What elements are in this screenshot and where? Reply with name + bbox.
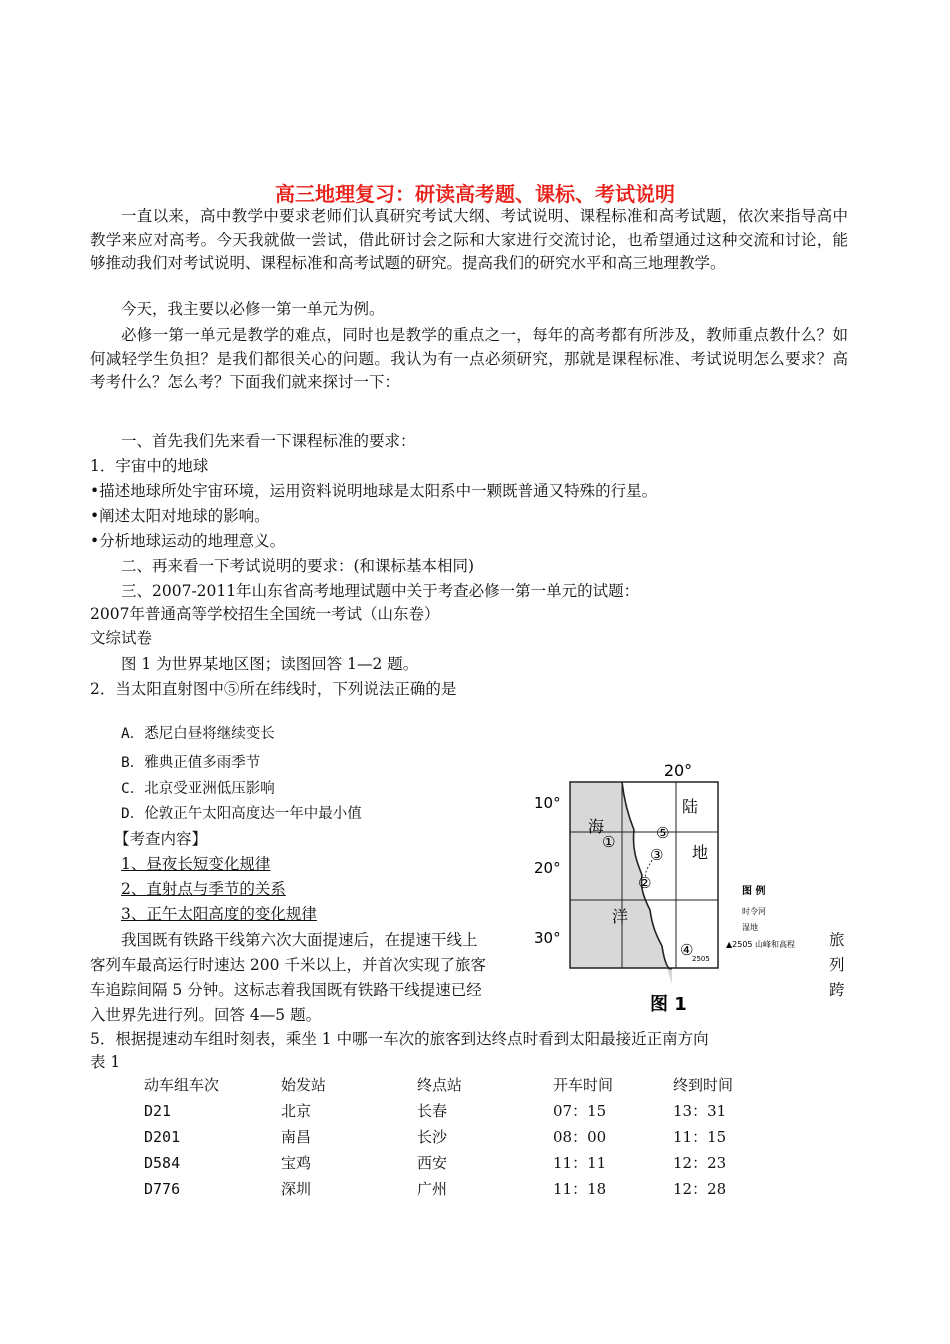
legend-item: 时令河 xyxy=(742,907,766,916)
marker-5: ⑤ xyxy=(656,824,670,842)
latitude-label: 10° xyxy=(534,794,561,812)
table-cell: 长春 xyxy=(417,1102,448,1120)
section-3-heading: 三、2007-2011年山东省高考地理试题中关于考查必修一第一单元的试题： xyxy=(121,582,640,600)
table-cell: 11：15 xyxy=(673,1128,727,1146)
table-header-cell: 动车组车次 xyxy=(144,1076,220,1094)
table-cell: 北京 xyxy=(281,1102,312,1120)
sea-area xyxy=(570,782,672,984)
table-cell: 07：15 xyxy=(553,1102,607,1120)
table-cell: D584 xyxy=(144,1154,181,1172)
table-header-cell: 开车时间 xyxy=(553,1076,614,1094)
longitude-label: 20° xyxy=(663,761,693,780)
exam-content-item: 2、直射点与季节的关系 xyxy=(121,880,286,898)
marker-4: ④ xyxy=(680,941,694,959)
table-cell: 12：23 xyxy=(673,1154,727,1172)
table-cell: 12：28 xyxy=(673,1180,727,1198)
marker-2: ② xyxy=(638,874,652,892)
latitude-label: 30° xyxy=(534,929,561,947)
question-2: 2．当太阳直射图中⑤所在纬线时，下列说法正确的是 xyxy=(90,680,457,698)
rail-paragraph-wrap: 旅 xyxy=(829,931,845,949)
option-b: B．雅典正值多雨季节 xyxy=(121,755,261,771)
peak-elevation: 2505 xyxy=(692,955,710,963)
table-cell: 广州 xyxy=(417,1180,448,1198)
page-title: 高三地理复习：研读高考题、课标、考试说明 xyxy=(275,182,675,206)
legend-item: 湿地 xyxy=(742,923,758,932)
table-cell: D21 xyxy=(144,1102,172,1120)
question-5: 5．根据提速动车组时刻表，乘坐 1 中哪一车次的旅客到达终点时看到太阳最接近正南方向 xyxy=(90,1030,709,1048)
table-cell: 13：31 xyxy=(673,1102,727,1120)
figure-caption: 图 1 xyxy=(650,994,687,1015)
exam-content-item: 1、昼夜长短变化规律 xyxy=(121,855,271,873)
table-header-cell: 终点站 xyxy=(417,1076,463,1094)
table-cell: 08：00 xyxy=(553,1128,607,1146)
marker-3: ③ xyxy=(650,846,664,864)
table-cell: 11：18 xyxy=(553,1180,607,1198)
sea-label: 海 xyxy=(588,817,605,836)
rail-paragraph-wrap: 列 xyxy=(829,956,845,974)
exam-name: 2007年普通高等学校招生全国统一考试（山东卷） xyxy=(90,605,440,623)
bullet-item: •分析地球运动的地理意义。 xyxy=(90,532,286,550)
rail-paragraph-line: 入世界先进行列。回答 4—5 题。 xyxy=(90,1006,322,1024)
exam-paper: 文综试卷 xyxy=(90,629,153,647)
rail-paragraph-line: 我国既有铁路干线第六次大面提速后，在提速干线上 xyxy=(121,931,478,949)
legend-item: ▲2505 山峰和高程 xyxy=(726,940,796,949)
unit-1-heading: 1．宇宙中的地球 xyxy=(90,457,209,475)
option-a: A．悉尼白昼将继续变长 xyxy=(121,726,275,742)
bullet-item: •阐述太阳对地球的影响。 xyxy=(90,507,270,525)
option-c: C．北京受亚洲低压影响 xyxy=(121,781,275,797)
land-label: 陆 xyxy=(682,797,699,816)
bullet-item: •描述地球所处宇宙环境，运用资料说明地球是太阳系中一颗既普通又特殊的行星。 xyxy=(90,482,658,500)
table-header-cell: 终到时间 xyxy=(673,1076,734,1094)
table-cell: 西安 xyxy=(417,1154,448,1172)
rail-paragraph-line: 客列车最高运行时速达 200 千米以上，并首次实现了旅客 xyxy=(90,956,486,974)
exam-content-heading: 【考查内容】 xyxy=(114,830,208,848)
intro-paragraph-1: 一直以来，高中教学中要求老师们认真研究考试大纲、考试说明、课程标准和高考试题，依次来指导高中教学来应对高考。今天我就做一尝试，借此研讨会之际和大家进行交流讨论，也希望通过这种交流和讨论，能够推动我们对考试说明、课程标准和高考试题的研究。提高我们的研究水平和高三地理教学。 xyxy=(90,207,848,272)
figure-1-map xyxy=(532,760,822,1020)
rail-paragraph-wrap: 跨 xyxy=(829,981,845,999)
latitude-label: 20° xyxy=(534,859,561,877)
option-d: D．伦敦正午太阳高度达一年中最小值 xyxy=(121,806,362,822)
sea-label: 洋 xyxy=(612,907,629,926)
table-cell: 11：11 xyxy=(553,1154,607,1172)
land-label: 地 xyxy=(692,843,709,862)
intro-paragraph-3: 必修一第一单元是教学的难点，同时也是教学的重点之一，每年的高考都有所涉及，教师重点教什么？如何减轻学生负担？是我们都很关心的问题。我认为有一点必须研究，那就是课程标准、考试说明怎么要求？高考考什么？怎么考？下面我们就来探讨一下： xyxy=(90,326,848,391)
intro-paragraph-2: 今天，我主要以必修一第一单元为例。 xyxy=(121,300,385,318)
table-cell: 南昌 xyxy=(281,1128,312,1146)
section-2-heading: 二、再来看一下考试说明的要求：(和课标基本相同) xyxy=(121,557,475,575)
table-cell: D201 xyxy=(144,1128,181,1146)
table-cell: 宝鸡 xyxy=(281,1154,312,1172)
rail-paragraph-line: 车追踪间隔 5 分钟。这标志着我国既有铁路干线提速已经 xyxy=(90,981,482,999)
section-1-heading: 一、首先我们先来看一下课程标准的要求： xyxy=(121,432,416,450)
table-caption: 表 1 xyxy=(90,1053,121,1071)
table-cell: 深圳 xyxy=(281,1180,312,1198)
table-cell: D776 xyxy=(144,1180,181,1198)
legend-title: 图 例 xyxy=(742,886,766,897)
marker-1: ① xyxy=(602,833,616,851)
table-cell: 长沙 xyxy=(417,1128,448,1146)
table-header-cell: 始发站 xyxy=(281,1076,327,1094)
exam-content-item: 3、正午太阳高度的变化规律 xyxy=(121,905,317,923)
figure-intro: 图 1 为世界某地区图；读图回答 1—2 题。 xyxy=(121,655,419,673)
